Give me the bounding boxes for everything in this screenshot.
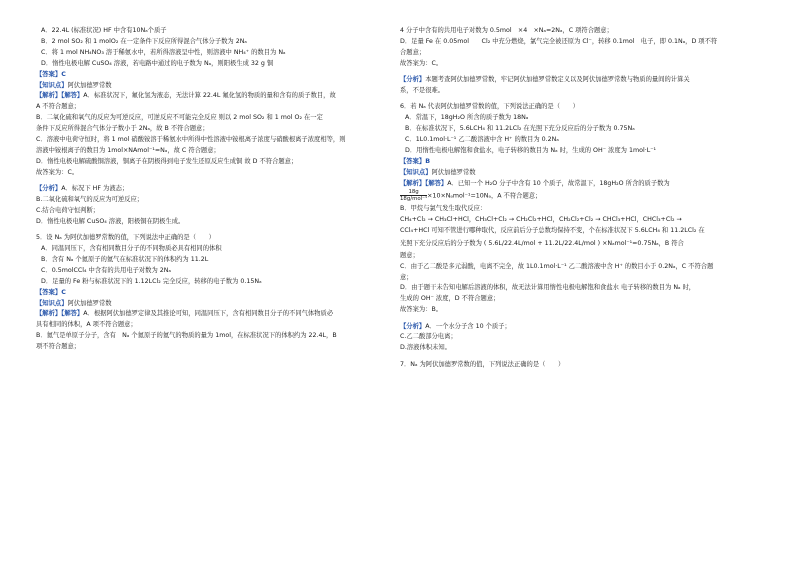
- text-line: [400, 332, 758, 343]
- bracket-tag: 【知识点】: [36, 81, 68, 89]
- text-segment: 本题考查阿伏加德罗常数，牢记阿伏加德罗常数定义以及阿伏加德罗常数与物质的量间的计算关: [425, 76, 690, 84]
- fraction-numerator: 18g: [400, 189, 427, 196]
- text-run: C．1L0.1mol·L⁻¹ 乙二酸溶液中含 H⁺ 的数目为 0.2Nₐ: [405, 135, 559, 143]
- text-line: [36, 331, 386, 342]
- option-line: [36, 59, 386, 70]
- bracket-tag: 【分析】: [36, 185, 62, 193]
- text-run: D．足量 Fe 在 0.05mol Cl₂ 中充分燃烧，氯气完全被还原为 Cl⁻，转移 0.1mol 电子，即 0.1Nₐ，D 项不符: [400, 37, 718, 45]
- text-run: B．二氧化硫和氧气的反应为可逆反应，可逆反应不可能完全反应 则以 2 mol SO₂ 和 1 mol O₂ 在一定: [36, 114, 323, 122]
- text-run: D．足量的 Fe 粉与标准状况下的 1.12LCl₂ 完全反应，转移的电子数为 0.15Nₐ: [41, 277, 262, 285]
- solution-line: [36, 309, 386, 320]
- text-run: 条件下反应所得混合气体分子数小于 2Nₐ，故 B 不符合题意；: [36, 125, 209, 133]
- option-line: [36, 255, 386, 266]
- text-line: [400, 343, 758, 354]
- bracket-tag: 【分析】: [400, 322, 426, 330]
- text-run: 4 分子中含有的共用电子对数为 0.5mol ×4 ×Nₐ=2Nₐ，C 项符合题意；: [400, 27, 613, 34]
- text-run: 意；: [400, 273, 413, 281]
- text-segment: C: [61, 288, 66, 296]
- text-line: [400, 237, 758, 251]
- text-run: [36, 289, 66, 296]
- text-run: D．用惰性电极电解饱和食盐水，电子转移的数目为 Nₐ 时，生成的 OH⁻ 浓度为 1mol·L⁻¹: [405, 146, 657, 154]
- text-run: C.结合电荷守恒判断；: [36, 206, 100, 214]
- text-line: [36, 342, 386, 353]
- bracket-tag: 【答案】: [36, 70, 62, 78]
- bracket-tag: 【解答】: [425, 179, 448, 187]
- bracket-tag: 【知识点】: [400, 168, 432, 176]
- fraction-denominator: 18g/mol⁻¹: [400, 196, 428, 203]
- option-line: [400, 146, 758, 157]
- text-line: [36, 195, 386, 206]
- bracket-tag: 【答案】: [400, 157, 426, 165]
- option-line: [400, 135, 758, 146]
- text-line: [36, 157, 386, 168]
- text-run: 合题意；: [400, 48, 426, 56]
- text-segment: A．已知一个 H₂O 分子中含有 10 个质子，故常温下，18gH₂O 所含的质子数为: [447, 179, 670, 187]
- text-line: [400, 251, 758, 262]
- text-run: C．将 1 mol NH₄NO₃ 溶于稀氨水中，若所得溶液呈中性，则溶液中 NH₄⁺ 的数目为 Nₐ: [41, 48, 286, 56]
- text-segment: A．一个水分子含 10 个质子；: [425, 322, 511, 330]
- text-line: [400, 59, 758, 70]
- knowledge-point-tag: [36, 81, 386, 92]
- analysis-line: [400, 75, 758, 86]
- bracket-tag: 【解答】: [61, 310, 84, 318]
- text-run: B．含有 Nₐ 个氦原子的氦气在标准状况下的体积约为 11.2L: [41, 255, 209, 263]
- text-run: A 不符合题意；: [36, 103, 81, 111]
- knowledge-point-tag: [36, 299, 386, 310]
- text-run: B．甲烷与氯气发生取代反应：: [400, 204, 487, 212]
- text-line: [400, 294, 758, 305]
- text-run: C．0.5molCCl₄ 中含有的共用电子对数为 2Nₐ: [41, 266, 171, 274]
- text-run: 故答案为：C。: [36, 168, 79, 176]
- text-line: [36, 320, 386, 331]
- text-run: D.溶液体积未知。: [400, 344, 451, 352]
- text-run: C．溶液中电荷守恒时，将 1 mol 硝酸铵溶于稀氨水中所得中性溶液中铵根离子浓度与硝酸根离子浓度相等，则: [36, 136, 346, 144]
- text-run: D．惰性电极电解 CuSO₄ 溶液，若电路中通过的电子数为 Nₐ，则阳极生成 32 g 铜: [41, 59, 274, 67]
- text-run: 溶液中铵根离子的数目为 1mol×NAmol⁻¹=Nₐ，故 C 符合题意；: [36, 146, 220, 154]
- option-line: [36, 277, 386, 288]
- text-run: B．2 mol SO₂ 和 1 molO₂ 在一定条件下反应所得混合气体分子数为 2Nₐ: [41, 37, 247, 45]
- text-run: 系，不是很难。: [400, 86, 445, 94]
- question-stem: [400, 102, 758, 113]
- text-run: D．惰性电极电解 CuSO₄ 溶液，阳极铜在阴极生成。: [36, 217, 185, 225]
- text-run: B．在标准状况下，5.6LCH₄ 和 11.2LCl₂ 在光照下充分反应后的分子数为 0.75Nₐ: [405, 125, 635, 133]
- bracket-tag: 【解析】: [36, 92, 62, 100]
- text-line: [36, 146, 386, 157]
- text-line: [400, 86, 758, 97]
- text-run: B.二氧化硫和氧气的反应为可逆反应；: [36, 195, 144, 203]
- text-run: D．惰性电极电解硫酸铜溶液，铜离子在阴极得到电子发生还原反应生成铜 故 D 不符合题意；: [36, 157, 298, 165]
- text-run: [400, 180, 670, 187]
- text-run: [36, 310, 333, 317]
- text-run: D．由于题干未告知电解后溶液的体积，故无法计算用惰性电极电解饱和食盐水 电子转移的数目为 Nₐ 时，: [400, 284, 696, 292]
- text-segment: A．标准状况下，氟化氢为液态，无法计算 22.4L 氟化氢的物质的量和含有的质子数目，故: [83, 92, 336, 100]
- bracket-tag: 【答案】: [36, 288, 62, 296]
- text-run: [36, 82, 112, 89]
- fraction-18g: [400, 189, 427, 202]
- bracket-tag: 【分析】: [400, 76, 426, 84]
- text-line: [400, 226, 758, 237]
- text-run: [400, 323, 511, 330]
- text-run: 故答案为：C。: [400, 59, 443, 67]
- solution-line: [36, 91, 386, 102]
- text-run: A．同温同压下，含有相同数目分子的不同物质必具有相同的体积: [41, 245, 222, 252]
- text-segment: C: [61, 70, 66, 78]
- text-run: [36, 71, 66, 78]
- text-run: 故答案为：B。: [400, 306, 443, 314]
- text-line: [400, 37, 758, 48]
- answer-label: [400, 157, 758, 168]
- text-run: 具有相同的体积，A 项不符合题意；: [36, 321, 137, 329]
- text-run: B．氦气是单原子分子，含有 Nₐ 个氦原子的氦气的物质的量为 1mol，在标准状况下的体积约为 22.4L，B: [36, 332, 337, 340]
- text-line: [36, 124, 386, 135]
- text-line: [36, 102, 386, 113]
- solution-line: [400, 179, 758, 190]
- text-run: 7．Nₐ 为阿伏加德罗常数的值，下列说法正确的是（ ）: [400, 360, 565, 368]
- question-stem: [400, 360, 758, 371]
- text-run: [36, 300, 112, 307]
- question-stem: [36, 233, 386, 244]
- text-line: [400, 262, 758, 273]
- text-line: [36, 217, 386, 228]
- text-run: 5．设 Nₐ 为阿伏加德罗常数的值，下列说法中正确的是（ ）: [36, 234, 215, 242]
- answer-label: [36, 288, 386, 299]
- text-run: 生成的 OH⁻ 浓度，D 不符合题意；: [400, 295, 500, 303]
- knowledge-point-tag: [400, 168, 758, 179]
- text-segment: 阿伏加德罗常数: [67, 299, 112, 307]
- bracket-tag: 【知识点】: [36, 299, 68, 307]
- bracket-tag: 【解析】: [36, 310, 62, 318]
- text-segment: 阿伏加德罗常数: [431, 168, 476, 176]
- text-run: [400, 158, 430, 165]
- text-line: [36, 135, 386, 146]
- text-line: [36, 206, 386, 217]
- answer-label: [36, 70, 386, 81]
- text-line: [400, 215, 758, 226]
- text-line: [400, 26, 758, 37]
- text-run: [400, 169, 476, 176]
- right-column: [400, 26, 758, 371]
- text-run: CH₄+Cl₂ → CH₃Cl+HCl，CH₃Cl+Cl₂ → CH₂Cl₂+HCl，CH₂Cl₂+Cl₂ → CHCl₃+HCl，CHCl₃+Cl₂ →: [400, 215, 682, 223]
- text-line: [400, 189, 758, 204]
- text-run: CCl₄+HCl 可知不管进行哪种取代，反应前后分子总数均保持不变，个在标准状况下 5.6LCH₄ 和 11.2LCl₂ 在: [400, 226, 705, 234]
- option-line: [36, 37, 386, 48]
- option-line: [36, 48, 386, 59]
- text-run: 6．若 Nₐ 代表阿伏加德罗常数的值，下列说法正确的是（ ）: [400, 103, 579, 111]
- text-run: 项不符合题意；: [36, 343, 81, 351]
- text-segment: B: [425, 157, 430, 165]
- text-line: [400, 273, 758, 284]
- option-line: [36, 266, 386, 277]
- analysis-line: [400, 322, 758, 333]
- analysis-line: [36, 184, 386, 195]
- text-line: [400, 283, 758, 294]
- text-line: [400, 305, 758, 316]
- text-run: C.乙二酸部分电离；: [400, 333, 457, 341]
- text-run: 光照下充分反应后的分子数为 ( 5.6L/22.4L/mol + 11.2L/22.4L/mol ) ×Nₐmol⁻¹=0.75Nₐ，B 符合: [400, 239, 684, 247]
- option-line: [36, 26, 386, 37]
- text-line: [36, 113, 386, 124]
- text-run: [400, 76, 690, 83]
- text-segment: 阿伏加德罗常数: [67, 81, 112, 89]
- option-line: [36, 244, 386, 255]
- text-run: [36, 185, 128, 192]
- bracket-tag: 【解答】: [61, 92, 84, 100]
- text-line: [400, 48, 758, 59]
- text-run: A．常温下，18gH₂O 所含的质子数为 18Nₐ: [405, 114, 529, 122]
- text-line: [400, 204, 758, 215]
- text-run: [36, 92, 336, 99]
- option-line: [400, 113, 758, 124]
- text-segment: A．标况下 HF 为液态；: [61, 185, 129, 193]
- text-line: [36, 168, 386, 179]
- text-run: C．由于乙二酸是多元弱酸，电离不完全，故 1L0.1mol·L⁻¹ 乙二酸溶液中含 H⁺ 的数目小于 0.2Nₐ，C 不符合题: [400, 262, 714, 270]
- option-line: [400, 124, 758, 135]
- text-run: ×10×Nₐmol⁻¹=10Nₐ，A 不符合题意；: [427, 192, 542, 200]
- left-column: [36, 26, 386, 353]
- text-run: A．22.4L (标准状况) HF 中含有10Nₐ个质子: [41, 27, 167, 34]
- text-run: 题意；: [400, 251, 419, 259]
- bracket-tag: 【解析】: [400, 179, 426, 187]
- text-segment: A．根据阿伏加德罗定律及其推论可知，同温同压下，含有相同数目分子的不同气体物质必: [83, 310, 334, 318]
